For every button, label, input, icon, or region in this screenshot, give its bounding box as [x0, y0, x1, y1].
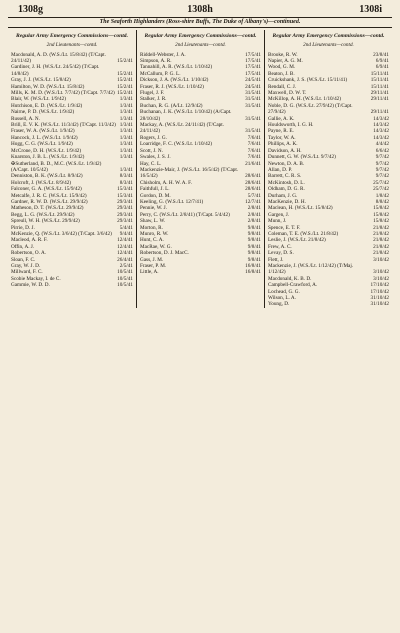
commission-date: 14/3/42 [373, 115, 389, 122]
commission-date: 5/7/41 [247, 192, 261, 199]
list-item [140, 167, 261, 180]
commission-date: 21/8/42 [373, 224, 389, 231]
commission-date: 1/3/41 [119, 109, 133, 116]
commission-date: 7/6/41 [247, 134, 261, 141]
officer-name: Newton, D. A. B. [268, 160, 305, 167]
officer-name: Hogg, C. G. (W.S./Lt. 1/9/42) [11, 141, 73, 148]
officer-name: Spreull, W. H. (W.S./Lt. 29/9/42) [11, 218, 80, 225]
commission-date: 15/2/41 [117, 83, 133, 90]
commission-date: 9/7/42 [375, 166, 389, 173]
commission-date: 29/3/41 [117, 218, 133, 225]
commission-date: 15/2/41 [117, 70, 133, 77]
officer-name: Munro, R. W. [140, 230, 169, 237]
commission-date: 17/5/41 [245, 51, 261, 58]
officer-name: Robertson, O. A. [11, 250, 47, 257]
commission-date: 9/7/42 [375, 173, 389, 180]
commission-date: 31/5/41 [245, 102, 261, 109]
commission-date: 9/4/41 [119, 230, 133, 237]
officer-name: Scobie Mackay, I. de C. [11, 275, 61, 282]
commission-date: 15/2/41 [117, 77, 133, 84]
officer-name: Begg, L. G. (W.S./Lt. 29/9/42) [11, 211, 75, 218]
officer-name: Buchan, R. G. (A/Lt. 12/9/42) [140, 102, 203, 109]
officer-name: Davidson, A. H. [268, 147, 302, 154]
officer-name: McKintosh, D. L. [268, 179, 305, 186]
commission-date: 31/10/42 [370, 295, 389, 302]
commission-date: 15/11/41 [370, 70, 389, 77]
commission-date: 29/3/41 [117, 198, 133, 205]
list-item [140, 122, 261, 135]
officer-name: Dickson, J. A. (W.S./Lt. 1/10/42) [140, 77, 209, 84]
column-subheading: 2nd Lieutenants—contd. [303, 42, 354, 49]
officer-name: Little, A. [140, 269, 159, 276]
officer-name: Fraser, R. J. (W.S./Lt. 1/10/42) [140, 83, 204, 90]
officer-name: Taylor, W. A. [268, 134, 296, 141]
officer-name: Chisholm, A. H. W. A. F. [140, 179, 192, 186]
commission-date: 9/8/41 [247, 250, 261, 257]
list-item [11, 64, 133, 77]
commission-date: 3/10/42 [373, 256, 389, 263]
officer-name: Millward, F. C. [11, 269, 43, 276]
officer-name: Scott, J. N. [140, 147, 163, 154]
commission-date: 15/8/42 [373, 205, 389, 212]
commission-date: 14/3/42 [373, 128, 389, 135]
officer-name: Flett, J. [268, 256, 284, 263]
commission-date: 17/10/42 [370, 288, 389, 295]
officer-name: Loarridge, F. C. (W.S./Lt. 1/10/42) [140, 141, 213, 148]
officer-name: Maclean, H. (W.S./Lt. 15/8/42) [268, 205, 333, 212]
officer-name: Munn, J. [268, 218, 287, 225]
commission-date: 31/10/42 [370, 301, 389, 308]
officer-name: Campbell-Crawford, A. [268, 282, 318, 289]
page-numbers [0, 4, 400, 18]
officer-name: Brill, E. V. K. (W.S./Lt. 11/3/42) (T/Capt. 11/3/42) [11, 122, 116, 129]
commission-date: 17/5/41 [245, 58, 261, 65]
commission-date: 28/6/41 [245, 173, 261, 180]
officer-name: Gardiner, J. H. (W.S./Lt. 24/5/42) (T/Capt. 14/8/42) [11, 64, 100, 77]
commission-date: 15/8/42 [373, 218, 389, 225]
officer-name: Barrett, C. R. S. [268, 173, 302, 180]
officer-name: Buchanan, J. K. (W.S./Lt. 1/10/42) (A/Capt. 28/10/42) [140, 109, 232, 122]
commission-date: 24/5/41 [245, 83, 261, 90]
column-right [264, 30, 392, 308]
commission-date: 9/8/41 [247, 237, 261, 244]
officer-name: Rogers, J. G. [140, 134, 167, 141]
officer-name: Mackay, A. (W.S./Lt. 24/11/42) (T/Capt. 24/11/42) [140, 122, 224, 135]
commission-date: 17/5/41 [245, 70, 261, 77]
commission-date: 14/3/42 [373, 122, 389, 129]
commission-date: 29/3/41 [117, 211, 133, 218]
officer-name: Gordon, D. M. [140, 192, 171, 199]
column-heading: Regular Army Emergency Commissions—contd. [144, 33, 257, 39]
officer-name: Simpson, A. R. [140, 58, 172, 65]
page-number-right: 1308i [359, 4, 382, 15]
commission-date: 3/10/42 [373, 275, 389, 282]
commission-date: 8/3/41 [119, 173, 133, 180]
officer-name: MacKenzie, D. H. [268, 198, 306, 205]
entry-list [140, 52, 261, 276]
officer-name: McCrone, D. H. (W.S./Lt. 1/9/42) [11, 147, 82, 154]
officer-name: Offin, A. J. [11, 243, 35, 250]
commission-date: 16/8/41 [245, 269, 261, 276]
commission-date: 6/9/41 [375, 64, 389, 71]
commission-date: 2/8/41 [247, 205, 261, 212]
officer-name: Stalker, J. R. [140, 96, 167, 103]
list-item [268, 263, 389, 276]
list-item [11, 282, 133, 288]
column-subheading: 2nd Lieutenants—contd. [46, 42, 98, 49]
officer-name: Durham, J. G. [268, 192, 298, 199]
commission-date: 15/11/41 [370, 83, 389, 90]
commission-date: 12/4/41 [117, 243, 133, 250]
officer-name: Fraser, W. A. (W.S./Lt. 1/9/42) [11, 128, 75, 135]
running-title: The Seaforth Highlanders (Ross-shire Buffs, The Duke of Albany's)—continued. [99, 19, 301, 25]
commission-date: 4/4/42 [375, 141, 389, 148]
commission-date: 25/7/42 [373, 179, 389, 186]
commission-date: 1/8/42 [375, 192, 389, 199]
commission-date: 10/5/41 [117, 282, 133, 289]
commission-date: 26/4/41 [117, 256, 133, 263]
column-left [8, 30, 136, 308]
commission-date: 31/5/41 [245, 96, 261, 103]
page-number-center: 1308h [187, 4, 213, 15]
commission-date: 15/8/42 [373, 211, 389, 218]
commission-date: 29/11/41 [370, 96, 389, 103]
commission-date: 5/4/41 [119, 224, 133, 231]
officer-name: Holcroft, J. (W.S./Lt. 8/9/42) [11, 179, 72, 186]
officer-name: McKenzie, Q. (W.S./Lt. 3/6/42) (T/Capt. 3/6/42) [11, 230, 112, 237]
officer-name: Allan, D. P. [268, 166, 293, 173]
officer-name: Riddell-Webster, J. A. [140, 51, 186, 58]
officer-name: Knarston, J. B. L. (W.S./Lt. 1/9/42) [11, 154, 85, 161]
commission-date: 21/8/42 [373, 230, 389, 237]
officer-name: Tannahill, A. R. (W.S./Lt. 1/10/42) [140, 64, 213, 71]
officer-name: Metcalfe, J. R. C. (W.S./Lt. 15/9/42) [11, 192, 87, 199]
officer-name: Gammie, W. D. D. [11, 282, 50, 289]
commission-date: 2/8/41 [247, 211, 261, 218]
officer-name: Gargen, J. [268, 211, 290, 218]
commission-date: 6/9/41 [375, 58, 389, 65]
commission-date: 2/8/41 [247, 218, 261, 225]
commission-date: 1/3/41 [119, 96, 133, 103]
officer-name: Robertson, D. J. MacC. [140, 250, 189, 257]
officer-name: Hamilton, W. D. (W.S./Lt. 15/8/42) [11, 83, 85, 90]
commission-date: 24/5/41 [245, 77, 261, 84]
officer-name: Young, D. [268, 301, 290, 308]
officer-name: Keeling, G. (W.S./Lt. 12/7/41) [140, 198, 204, 205]
commission-date: 1/3/41 [119, 128, 133, 135]
officer-name: Houldsworth, I. G. H. [268, 122, 314, 129]
officer-name: Oldham, D. G. R. [268, 186, 305, 193]
commission-date: 15/3/41 [117, 186, 133, 193]
officer-name: Macleod, A. R. F. [11, 237, 48, 244]
commission-date: 15/2/41 [117, 58, 133, 65]
list-item [140, 109, 261, 122]
officer-name: Perry, C. (W.S./Lt. 2/8/41) (T/Capt. 5/4/42) [140, 211, 230, 218]
commission-date: 9/8/41 [247, 243, 261, 250]
commission-date: 12/4/41 [117, 250, 133, 257]
officer-name: McKillop, A. H. (W.S./Lt. 1/10/42) [268, 96, 342, 103]
list-item [140, 269, 261, 275]
officer-name: Falconer, G. A. (W.S./Lt. 15/9/42) [11, 186, 82, 193]
officer-name: Wood, G. M. [268, 64, 296, 71]
officer-name: Cruickshank, J. S. (W.S./Lt. 15/11/41) [268, 77, 348, 84]
officer-name: Dunnett, G. W. (W.S./Lt. 9/7/42) [268, 154, 336, 161]
commission-date: 16/8/41 [245, 263, 261, 270]
officer-name: Fraser, P. M. [140, 263, 167, 270]
commission-date: 8/8/42 [375, 198, 389, 205]
commission-date: 1/3/41 [119, 134, 133, 141]
commission-date: 15/11/41 [370, 77, 389, 84]
commission-date: 12/7/41 [245, 198, 261, 205]
columns [8, 30, 394, 308]
column-subheading: 2nd Lieutenants—contd. [175, 42, 226, 49]
commission-date: 9/7/42 [375, 160, 389, 167]
officer-name: Beaton, J. B. [268, 70, 295, 77]
commission-date: 6/6/42 [375, 147, 389, 154]
officer-name: Gallie, A. K. [268, 115, 295, 122]
commission-date: 29/11/41 [370, 109, 389, 116]
officer-name: MacRae, W. G. [140, 243, 172, 250]
officer-name: Pennie, W. J. [140, 205, 167, 212]
officer-name: Flugel, J. F. [140, 90, 165, 97]
commission-date: 31/5/41 [245, 115, 261, 122]
commission-date: 9/8/41 [247, 230, 261, 237]
officer-name: Gardner, R. W. D. (W.S./Lt. 29/9/42) [11, 198, 88, 205]
officer-name: Macdonald, K. B. D. [268, 275, 312, 282]
commission-date: 7/6/41 [247, 154, 261, 161]
list-item [11, 52, 133, 65]
officer-name: Hunt, C. A. [140, 237, 164, 244]
officer-name: Spence, E. T. F. [268, 224, 301, 231]
officer-name: Levay, D. S. [268, 250, 294, 257]
commission-date: 1/3/41 [119, 141, 133, 148]
commission-date: 9/7/42 [375, 154, 389, 161]
commission-date: 1/3/41 [119, 166, 133, 173]
column-middle [136, 30, 264, 308]
officer-name: Sloan, F. C. [11, 256, 36, 263]
commission-date: 28/6/41 [245, 186, 261, 193]
officer-name: Hay, C. L. [140, 160, 162, 167]
commission-date: 1/3/41 [119, 115, 133, 122]
header-rule-bottom [8, 27, 392, 28]
officer-name: Pirrie, D. J. [11, 224, 35, 231]
commission-date: 31/5/41 [245, 90, 261, 97]
column-heading: Regular Army Emergency Commissions—contd. [16, 33, 128, 39]
list-item [11, 161, 133, 174]
commission-date: 1/3/41 [119, 122, 133, 129]
officer-name: Shaw, L. W. [140, 218, 166, 225]
commission-date: 8/3/41 [119, 179, 133, 186]
officer-name: Russell, A. N. [11, 115, 40, 122]
commission-date: 1/3/41 [119, 147, 133, 154]
officer-name: Lochead, G. G. [268, 288, 300, 295]
officer-name: Leslie, J. (W.S./Lt. 21/8/42) [268, 237, 326, 244]
commission-date: 21/6/41 [245, 160, 261, 167]
commission-date: 1/3/41 [119, 154, 133, 161]
commission-date: 14/3/42 [373, 134, 389, 141]
entry-list [11, 52, 133, 289]
commission-date: 2/5/41 [119, 263, 133, 270]
commission-date: 29/3/41 [117, 205, 133, 212]
page-number-left: 1308g [18, 4, 43, 15]
officer-name: Gray, J. J. (W.S./Lt. 15/8/42) [11, 77, 71, 84]
commission-date: 7/6/41 [247, 147, 261, 154]
officer-name: Brooke, R. W. [268, 51, 298, 58]
list-item [268, 301, 389, 307]
officer-name: Denniston, B. K. (W.S./Lt. 8/9/42) [11, 173, 83, 180]
officer-name: Frew, A. C. [268, 243, 292, 250]
officer-name: Morton, R. [140, 224, 163, 231]
officer-name: Payne, R. E. [268, 128, 294, 135]
officer-name: Swales, J. S. J. [140, 154, 171, 161]
officer-name: Mackenzie-Mair, J. (W.S./Lt. 16/5/42) (T/Capt. 16/5/42) [140, 166, 239, 180]
commission-date: 29/11/41 [370, 90, 389, 97]
commission-date: 21/8/42 [373, 237, 389, 244]
commission-date: 15/3/41 [117, 192, 133, 199]
commission-date: 9/8/41 [247, 256, 261, 263]
commission-date: 3/10/42 [373, 269, 389, 276]
officer-name: ✠Sutherland, B. D., M.C. (W.S./Lt. 1/9/42) (A/Capt. 10/5/42) [11, 160, 102, 173]
commission-date: 25/7/42 [373, 186, 389, 193]
officer-name: Hutchison, E. D. (W.S./Lt. 1/9/42) [11, 102, 83, 109]
commission-date: 31/5/41 [245, 128, 261, 135]
officer-name: McCallum, P. G. L. [140, 70, 181, 77]
commission-date: 17/5/41 [245, 64, 261, 71]
officer-name: Wilson, L. A. [268, 295, 296, 302]
officer-name: Mills, K. M. D. (W.S./Lt. 7/7/42) (T/Capt. 7/7/42) [11, 90, 115, 97]
commission-date: 28/6/41 [245, 179, 261, 186]
commission-date: 10/5/41 [117, 269, 133, 276]
officer-name: Noble, D. G. (W.S./Lt. 27/9/42) (T/Capt. 27/9/42) [268, 102, 353, 116]
officer-name: Gray, W. J. D. [11, 263, 41, 270]
list-item [268, 103, 389, 116]
commission-date: 7/6/41 [247, 141, 261, 148]
commission-date: 9/8/41 [247, 224, 261, 231]
column-heading: Regular Army Emergency Commissions—contd. [272, 33, 385, 39]
commission-date: 21/8/42 [373, 250, 389, 257]
officer-name: Gass, J. M. [140, 256, 164, 263]
officer-name: Matheson, D. T. (W.S./Lt. 29/9/42) [11, 205, 84, 212]
officer-name: Macdonald, A. D. (W.S./Lt. 15/8/42) (T/Capt. 24/11/42) [11, 51, 106, 65]
officer-name: Napier, A. G. M. [268, 58, 303, 65]
officer-name: Rendall, C. J. [268, 83, 297, 90]
commission-date: 17/10/42 [370, 282, 389, 289]
officer-name: Phillips, A. K. [268, 141, 298, 148]
header-rule-top [8, 17, 392, 18]
commission-date: 21/8/42 [373, 243, 389, 250]
commission-date: 1/3/41 [119, 102, 133, 109]
officer-name: Mackenzie, J. (W.S./Lt. 1/12/42) (T/Maj. 1/12/42) [268, 263, 354, 276]
officer-name: Faithfull, J. L. [140, 186, 170, 193]
entry-list [268, 52, 389, 308]
officer-name: Coleman, T. E. (W.S./Lt. 21/8/42) [268, 230, 339, 237]
commission-date: 10/5/41 [117, 275, 133, 282]
officer-name: Maxwell, D. W. T. [268, 90, 307, 97]
officer-name: Nairne, P. D. (W.S./Lt. 1/9/42) [11, 109, 75, 116]
officer-name: Blair, W. (W.S./Lt. 1/9/42) [11, 96, 66, 103]
officer-name: Hancock, J. L. (W.S./Lt. 1/9/42) [11, 134, 78, 141]
commission-date: 12/4/41 [117, 237, 133, 244]
commission-date: 23/8/41 [373, 51, 389, 58]
commission-date: 15/2/41 [117, 90, 133, 97]
